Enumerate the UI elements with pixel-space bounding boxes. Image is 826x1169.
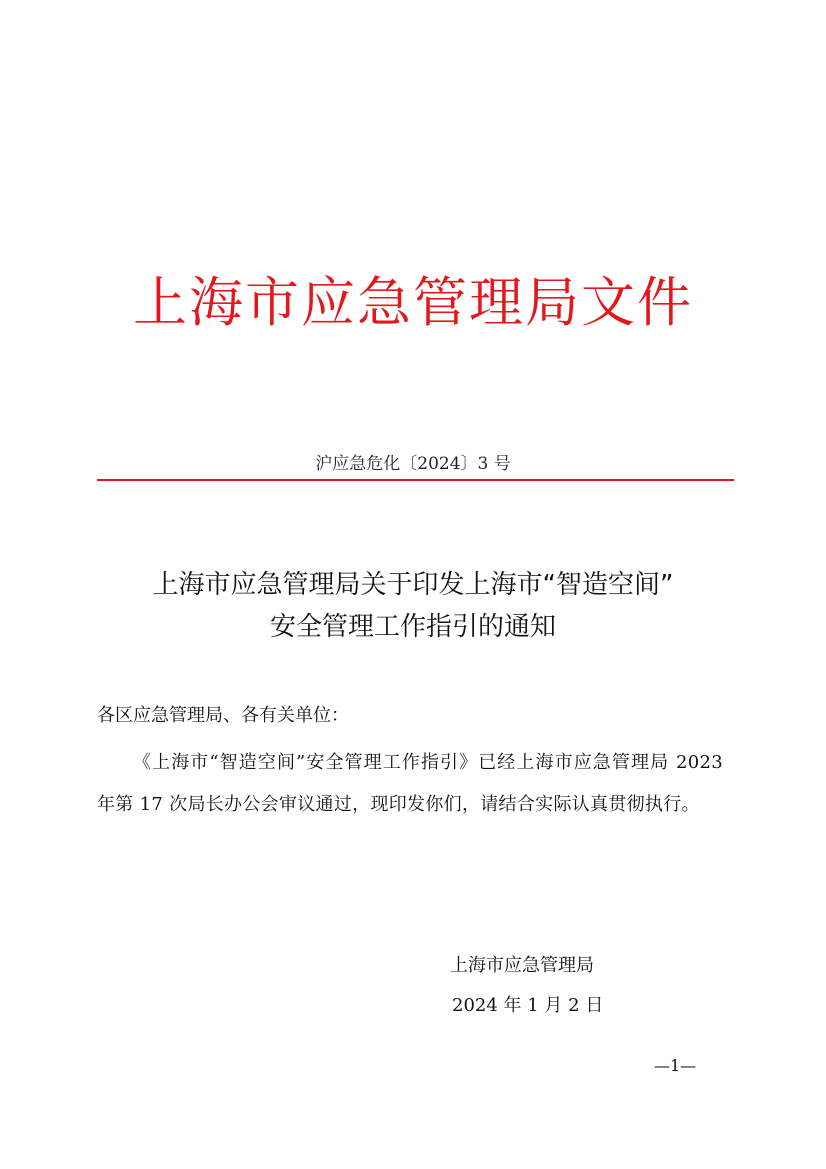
page-number: —1— xyxy=(654,1056,697,1075)
document-number: 沪应急危化〔2024〕3 号 xyxy=(315,454,511,474)
signature-date: 2024 年 1 月 2 日 xyxy=(452,995,604,1016)
salutation: 各区应急管理局、各有关单位： xyxy=(97,705,349,726)
document-title xyxy=(60,564,766,648)
signature-organization: 上海市应急管理局 xyxy=(450,955,594,976)
red-divider-line xyxy=(97,479,734,481)
body-paragraph: 《上海市“智造空间”安全管理工作指引》已经上海市应急管理局 2023 年第 17 次局长办公会审议通过，现印发你们，请结合实际认真贯彻执行。 xyxy=(97,752,723,815)
document-title-line-1: 上海市应急管理局关于印发上海市“智造空间” xyxy=(152,570,674,600)
document-title-line-2: 安全管理工作指引的通知 xyxy=(269,612,556,642)
masthead-title: 上海市应急管理局文件 xyxy=(133,271,693,334)
